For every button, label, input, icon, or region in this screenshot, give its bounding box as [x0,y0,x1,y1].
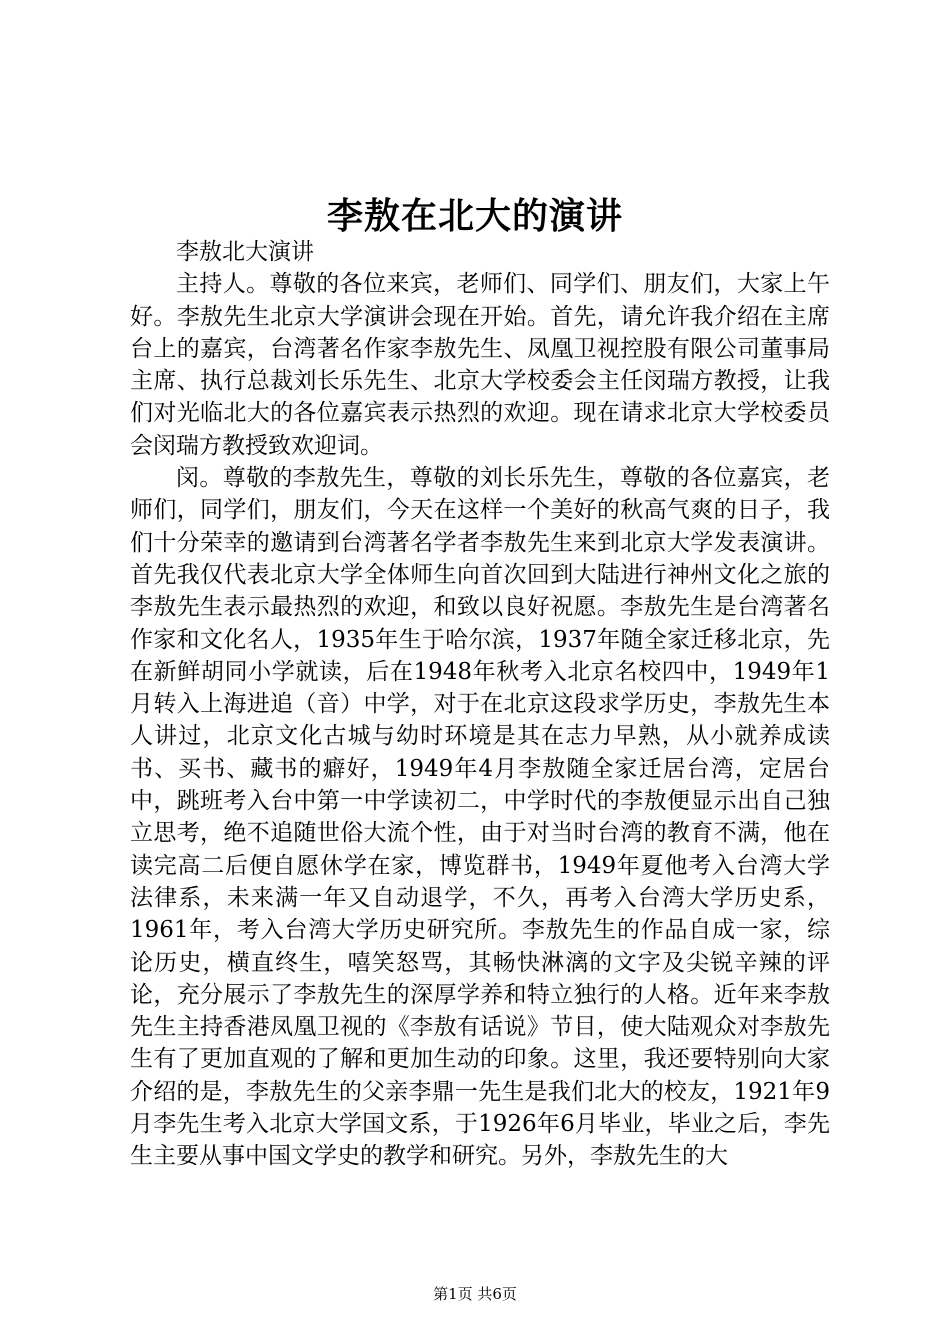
document-title: 李敖在北大的演讲 [326,195,623,237]
document-body [130,236,830,1173]
page-number-footer: 第1页 共6页 [433,1285,517,1303]
paragraph-welcome-speech: 闵。尊敬的李敖先生，尊敬的刘长乐先生，尊敬的各位嘉宾，老师们，同学们，朋友们，今天在这样一个美好的秋高气爽的日子，我们十分荣幸的邀请到台湾著名学者李敖先生来到北京大学发表演讲。首先我仅代表北京大学全体师生向首次回到大陆进行神州文化之旅的李敖先生表示最热烈的欢迎，和致以良好祝愿。李敖先生是台湾著名作家和文化名人，1935年生于哈尔滨，1937年随全家迁移北京，先在新鲜胡同小学就读，后在1948年秋考入北京名校四中，1949年1月转入上海进追（音）中学，对于在北京这段求学历史，李敖先生本人讲过，北京文化古城与幼时环境是其在志力早熟，从小就养成读书、买书、藏书的癖好，1949年4月李敖随全家迁居台湾，定居台中，跳班考入台中第一中学读初二，中学时代的李敖便显示出自己独立思考，绝不追随世俗大流个性，由于对当时台湾的教育不满，他在读完高二后便自愿休学在家，博览群书，1949年夏他考入台湾大学法律系，未来满一年又自动退学，不久，再考入台湾大学历史系，1961年，考入台湾大学历史研究所。李敖先生的作品自成一家，综论历史，横直终生，嘻笑怒骂，其畅快淋漓的文字及尖锐辛辣的评论，充分展示了李敖先生的深厚学养和特立独行的人格。近年来李敖先生主持香港凤凰卫视的《李敖有话说》节目，使大陆观众对李敖先生有了更加直观的了解和更加生动的印象。这里，我还要特别向大家介绍的是，李敖先生的父亲李鼎一先生是我们北大的校友，1921年9月李先生考入北京大学国文系，于1926年6月毕业，毕业之后，李先生主要从事中国文学史的教学和研究。另外，李敖先生的大 [130,465,830,1170]
document-subtitle: 李敖北大演讲 [176,239,314,265]
paragraph-host-intro: 主持人。尊敬的各位来宾，老师们、同学们、朋友们，大家上午好。李敖先生北京大学演讲会现在开始。首先，请允许我介绍在主席台上的嘉宾，台湾著名作家李敖先生、凤凰卫视控股有限公司董事局主席、执行总裁刘长乐先生、北京大学校委会主任闵瑞方教授，让我们对光临北大的各位嘉宾表示热烈的欢迎。现在请求北京大学校委员会闵瑞方教授致欢迎词。 [130,271,830,459]
